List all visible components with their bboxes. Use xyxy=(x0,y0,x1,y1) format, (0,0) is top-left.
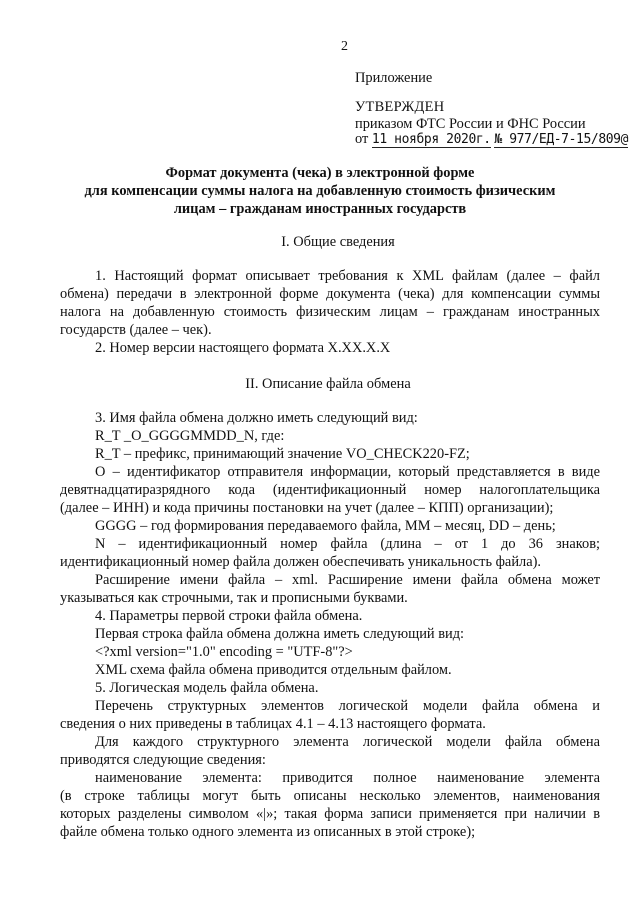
section-2-paragraph-line: Первая строка файла обмена должна иметь следующий вид: xyxy=(95,626,465,642)
section-2-paragraph-line: идентификационный номер файла должен обеспечивать уникальность файла). xyxy=(60,554,541,570)
section-2-paragraph-line: Расширение имени файла – xml. Расширение имени файла обмена может xyxy=(95,572,600,588)
appendix-label: Приложение xyxy=(355,70,433,86)
section-2-paragraph-line: наименование элемента: приводится полное наименование элемента xyxy=(95,770,600,786)
section-2-paragraph-line: (в строке таблицы могут быть описаны несколько элементов, наименования xyxy=(60,788,600,804)
section-1-paragraph-line: государств (далее – чек). xyxy=(60,322,212,338)
section-2-paragraph-line: R_T _O_GGGGMMDD_N, где: xyxy=(95,428,285,444)
section-2-heading: II. Описание файла обмена xyxy=(245,376,411,392)
section-2-paragraph-line: Перечень структурных элементов логической модели файла обмена и xyxy=(95,698,600,714)
approved-label: УТВЕРЖДЕН xyxy=(355,99,445,115)
section-2-paragraph-line: 3. Имя файла обмена должно иметь следующий вид: xyxy=(95,410,418,426)
order-number: № 977/ЕД-7-15/809@ xyxy=(494,132,629,147)
section-2-paragraph-line: XML схема файла обмена приводится отдельным файлом. xyxy=(95,662,452,678)
document-title-line-3: лицам – гражданам иностранных государств xyxy=(173,201,467,217)
section-2-paragraph-line: приводятся следующие сведения: xyxy=(60,752,266,768)
section-2-paragraph-line: девятнадцатиразрядного кода (идентификационный номер налогоплательщика xyxy=(60,482,600,498)
document-title-line-2: для компенсации суммы налога на добавленную стоимость физическим xyxy=(84,183,556,199)
section-2-paragraph-line: 4. Параметры первой строки файла обмена. xyxy=(95,608,363,624)
section-2-paragraph-line: 5. Логическая модель файла обмена. xyxy=(95,680,319,696)
order-date-line xyxy=(355,131,628,148)
section-2-paragraph-line: указываться как строчными, так и прописными буквами. xyxy=(60,590,408,606)
section-2-paragraph-line: которых разделены символом «|»; такая форма записи применяется при наличии в xyxy=(60,806,600,822)
order-line: приказом ФТС России и ФНС России xyxy=(355,116,586,132)
page-number: 2 xyxy=(341,39,348,54)
section-1-paragraph-line: налога на добавленную стоимость физическим лицам – гражданам иностранных xyxy=(60,304,600,320)
section-2-paragraph-line: сведения о них приведены в таблицах 4.1 – 4.13 настоящего формата. xyxy=(60,716,486,732)
section-2-paragraph-line: <?xml version="1.0" encoding = "UTF-8"?> xyxy=(95,644,353,660)
section-1-paragraph-line: обмена) передачи в электронной форме документа (чека) для компенсации суммы xyxy=(60,286,600,302)
section-2-paragraph-line: R_T – префикс, принимающий значение VO_CHECK220-FZ; xyxy=(95,446,470,462)
section-1-paragraph-line: 2. Номер версии настоящего формата X.XX.X.X xyxy=(95,340,391,356)
section-2-paragraph-line: (далее – ИНН) и кода причины постановки на учет (далее – КПП) организации); xyxy=(60,500,554,516)
order-date: 11 ноября 2020г. xyxy=(371,132,491,147)
section-2-paragraph-line: N – идентификационный номер файла (длина – от 1 до 36 знаков; xyxy=(95,536,600,552)
order-date-prefix: от xyxy=(355,131,369,147)
document-title-line-1: Формат документа (чека) в электронной форме xyxy=(165,165,475,181)
section-2-paragraph-line: файле обмена только одного элемента из описанных в этой строке); xyxy=(60,824,476,840)
section-2-paragraph-line: GGGG – год формирования передаваемого файла, MM – месяц, DD – день; xyxy=(95,518,556,534)
section-1-heading: I. Общие сведения xyxy=(281,234,395,250)
section-1-paragraph-line: 1. Настоящий формат описывает требования к XML файлам (далее – файл xyxy=(95,268,600,284)
section-2-paragraph-line: Для каждого структурного элемента логической модели файла обмена xyxy=(95,734,600,750)
section-2-paragraph-line: O – идентификатор отправителя информации, который представляется в виде xyxy=(95,464,600,480)
